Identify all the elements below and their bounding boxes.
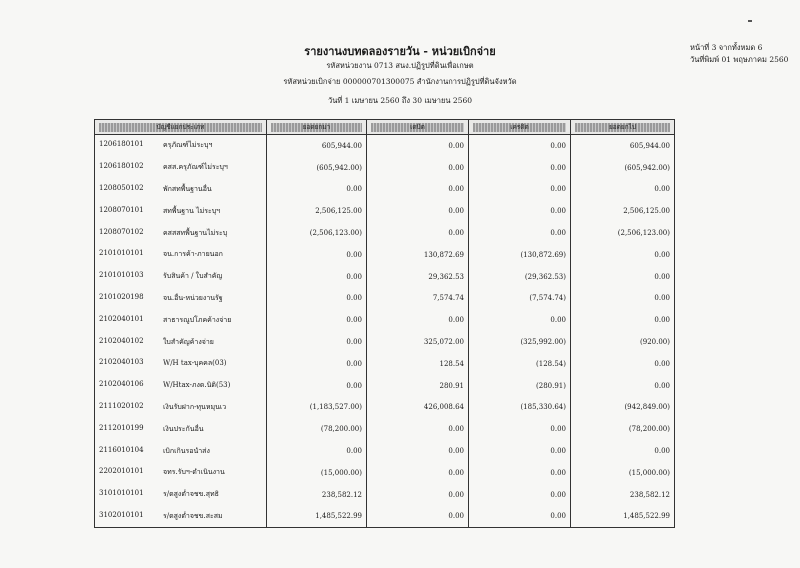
account-cell xyxy=(95,157,267,179)
page-number: หน้าที่ 3 จากทั้งหมด 6 xyxy=(690,43,763,52)
page-info xyxy=(690,42,788,66)
opening-balance: (605,942.00) xyxy=(267,157,367,179)
opening-balance: 0.00 xyxy=(267,375,367,397)
debit-amount: 29,362.53 xyxy=(367,266,469,288)
table-row xyxy=(95,375,675,397)
debit-amount: 0.00 xyxy=(367,506,469,528)
debit-amount: 0.00 xyxy=(367,179,469,201)
table-row xyxy=(95,222,675,244)
table-row xyxy=(95,353,675,375)
account-name: เบิกเกินรอนำส่ง xyxy=(163,446,210,455)
account-cell xyxy=(95,506,267,528)
table-row xyxy=(95,200,675,222)
table-row xyxy=(95,244,675,266)
credit-amount: 0.00 xyxy=(469,484,571,506)
credit-amount: (128.54) xyxy=(469,353,571,375)
account-name: สทพื้นฐาน ไม่ระบุฯ xyxy=(163,206,221,215)
opening-balance: 0.00 xyxy=(267,353,367,375)
col-header-credit: เครดิต xyxy=(469,120,571,135)
credit-amount: 0.00 xyxy=(469,462,571,484)
table-row xyxy=(95,266,675,288)
disbursement-unit-line: รหัสหน่วยเบิกจ่าย 000000701300075 สำนักงานการปฏิรูปที่ดินจังหวัด xyxy=(283,77,517,86)
account-cell xyxy=(95,266,267,288)
closing-balance: (78,200.00) xyxy=(571,418,675,440)
debit-amount: 0.00 xyxy=(367,462,469,484)
print-date: วันที่พิมพ์ 01 พฤษภาคม 2560 xyxy=(690,55,789,64)
opening-balance: (78,200.00) xyxy=(267,418,367,440)
account-code: 2102040106 xyxy=(99,380,144,389)
account-cell xyxy=(95,462,267,484)
table-row xyxy=(95,462,675,484)
account-name: พักสทพื้นฐานอื่น xyxy=(163,184,212,193)
closing-balance: 2,506,125.00 xyxy=(571,200,675,222)
account-name: ร/ดสูงต่ำจชข.สุทธิ xyxy=(163,490,219,499)
account-code: 2112010199 xyxy=(99,423,144,432)
report-title: รายงานงบทดลองรายวัน - หน่วยเบิกจ่าย xyxy=(304,45,496,58)
account-code: 2101010101 xyxy=(99,249,144,258)
closing-balance: 605,944.00 xyxy=(571,135,675,157)
opening-balance: 238,582.12 xyxy=(267,484,367,506)
account-code: 2202010101 xyxy=(99,467,144,476)
table-row xyxy=(95,418,675,440)
opening-balance: 0.00 xyxy=(267,179,367,201)
account-code: 2102040101 xyxy=(99,314,144,323)
closing-balance: 0.00 xyxy=(571,288,675,310)
closing-balance: 0.00 xyxy=(571,375,675,397)
closing-balance: 1,485,522.99 xyxy=(571,506,675,528)
opening-balance: 1,485,522.99 xyxy=(267,506,367,528)
account-name: จทร.รับฯ-ดำเนินงาน xyxy=(163,468,225,477)
scan-mark xyxy=(748,20,752,22)
date-range-line: วันที่ 1 เมษายน 2560 ถึง 30 เมษายน 2560 xyxy=(327,96,473,105)
account-name: คสส.ครุภัณฑ์ไม่ระบุฯ xyxy=(163,163,228,172)
debit-amount: 128.54 xyxy=(367,353,469,375)
table-row xyxy=(95,179,675,201)
col-header-account: บัญชีแยกประเภท xyxy=(95,120,267,135)
table-row xyxy=(95,484,675,506)
account-cell xyxy=(95,309,267,331)
debit-amount: 0.00 xyxy=(367,135,469,157)
debit-amount: 0.00 xyxy=(367,484,469,506)
opening-balance: (1,183,527.00) xyxy=(267,397,367,419)
credit-amount: 0.00 xyxy=(469,309,571,331)
account-name: ร/ดสูงต่ำจชข.สะสม xyxy=(163,511,223,520)
opening-balance: 2,506,125.00 xyxy=(267,200,367,222)
table-row xyxy=(95,157,675,179)
table-row xyxy=(95,506,675,528)
credit-amount: (280.91) xyxy=(469,375,571,397)
closing-balance: 0.00 xyxy=(571,244,675,266)
col-header-opening: ยอดยกมา xyxy=(267,120,367,135)
credit-amount: 0.00 xyxy=(469,135,571,157)
debit-amount: 0.00 xyxy=(367,157,469,179)
account-code: 2111020102 xyxy=(99,401,144,410)
credit-amount: 0.00 xyxy=(469,222,571,244)
account-name: ครุภัณฑ์ไม่ระบุฯ xyxy=(163,141,213,150)
credit-amount: 0.00 xyxy=(469,157,571,179)
debit-amount: 280.91 xyxy=(367,375,469,397)
account-cell xyxy=(95,179,267,201)
debit-amount: 325,072.00 xyxy=(367,331,469,353)
account-code: 2102040102 xyxy=(99,336,144,345)
opening-balance: 0.00 xyxy=(267,331,367,353)
account-name: รับสินค้า / ใบสำคัญ xyxy=(163,272,223,281)
opening-balance: (2,506,123.00) xyxy=(267,222,367,244)
opening-balance: 0.00 xyxy=(267,244,367,266)
debit-amount: 0.00 xyxy=(367,222,469,244)
account-cell xyxy=(95,484,267,506)
closing-balance: (2,506,123.00) xyxy=(571,222,675,244)
debit-amount: 130,872.69 xyxy=(367,244,469,266)
credit-amount: (29,362.53) xyxy=(469,266,571,288)
closing-balance: (605,942.00) xyxy=(571,157,675,179)
credit-amount: (185,330.64) xyxy=(469,397,571,419)
credit-amount: 0.00 xyxy=(469,440,571,462)
account-name: จน.การค้า-ภายนอก xyxy=(163,250,223,259)
debit-amount: 0.00 xyxy=(367,440,469,462)
table-row xyxy=(95,440,675,462)
col-header-debit: เดบิต xyxy=(367,120,469,135)
account-code: 1206180101 xyxy=(99,140,144,149)
closing-balance: 0.00 xyxy=(571,353,675,375)
account-code: 2116010104 xyxy=(99,445,144,454)
account-name: W/H tax-บุคคล(03) xyxy=(163,359,227,368)
account-cell xyxy=(95,440,267,462)
account-name: จน.อื่น-หน่วยงานรัฐ xyxy=(163,293,223,302)
account-name: คสสสทพื้นฐานไม่ระบุ xyxy=(163,228,228,237)
debit-amount: 0.00 xyxy=(367,309,469,331)
agency-code-line: รหัสหน่วยงาน 0713 สนง.ปฏิรูปที่ดินเพื่อเกษต xyxy=(326,61,474,70)
closing-balance: 0.00 xyxy=(571,309,675,331)
opening-balance: 605,944.00 xyxy=(267,135,367,157)
debit-amount: 426,008.64 xyxy=(367,397,469,419)
account-code: 2102040103 xyxy=(99,358,144,367)
table-row xyxy=(95,288,675,310)
opening-balance: 0.00 xyxy=(267,309,367,331)
closing-balance: 0.00 xyxy=(571,179,675,201)
debit-amount: 0.00 xyxy=(367,200,469,222)
closing-balance: 238,582.12 xyxy=(571,484,675,506)
account-name: W/Htax-ภงด.นิติ(53) xyxy=(163,381,231,390)
account-code: 2101020198 xyxy=(99,292,144,301)
account-code: 1208070102 xyxy=(99,227,144,236)
account-code: 1208050102 xyxy=(99,183,144,192)
opening-balance: 0.00 xyxy=(267,288,367,310)
debit-amount: 7,574.74 xyxy=(367,288,469,310)
account-cell xyxy=(95,244,267,266)
account-code: 1208070101 xyxy=(99,205,144,214)
account-cell xyxy=(95,397,267,419)
table-header-row xyxy=(95,120,675,135)
trial-balance-table xyxy=(94,119,675,528)
closing-balance: 0.00 xyxy=(571,266,675,288)
account-name: ใบสำคัญค้างจ่าย xyxy=(163,337,214,346)
closing-balance: 0.00 xyxy=(571,440,675,462)
account-cell xyxy=(95,331,267,353)
account-code: 3102010101 xyxy=(99,510,144,519)
credit-amount: (130,872.69) xyxy=(469,244,571,266)
closing-balance: (942,849.00) xyxy=(571,397,675,419)
account-name: สาธารณูปโภคค้างจ่าย xyxy=(163,315,232,324)
table-row xyxy=(95,135,675,157)
account-code: 1206180102 xyxy=(99,162,144,171)
account-cell xyxy=(95,375,267,397)
account-name: เงินประกันอื่น xyxy=(163,424,204,433)
credit-amount: 0.00 xyxy=(469,418,571,440)
debit-amount: 0.00 xyxy=(367,418,469,440)
opening-balance: (15,000.00) xyxy=(267,462,367,484)
credit-amount: 0.00 xyxy=(469,200,571,222)
account-name: เงินรับฝาก-ทุนหมุนเว xyxy=(163,402,227,411)
account-cell xyxy=(95,418,267,440)
table-row xyxy=(95,397,675,419)
account-cell xyxy=(95,353,267,375)
table-row xyxy=(95,309,675,331)
account-cell xyxy=(95,135,267,157)
table-row xyxy=(95,331,675,353)
account-cell xyxy=(95,200,267,222)
credit-amount: (325,992.00) xyxy=(469,331,571,353)
opening-balance: 0.00 xyxy=(267,440,367,462)
account-code: 3101010101 xyxy=(99,489,144,498)
credit-amount: (7,574.74) xyxy=(469,288,571,310)
closing-balance: (15,000.00) xyxy=(571,462,675,484)
credit-amount: 0.00 xyxy=(469,506,571,528)
account-cell xyxy=(95,222,267,244)
col-header-closing: ยอดยกไป xyxy=(571,120,675,135)
credit-amount: 0.00 xyxy=(469,179,571,201)
opening-balance: 0.00 xyxy=(267,266,367,288)
account-cell xyxy=(95,288,267,310)
closing-balance: (920.00) xyxy=(571,331,675,353)
account-code: 2101010103 xyxy=(99,271,144,280)
